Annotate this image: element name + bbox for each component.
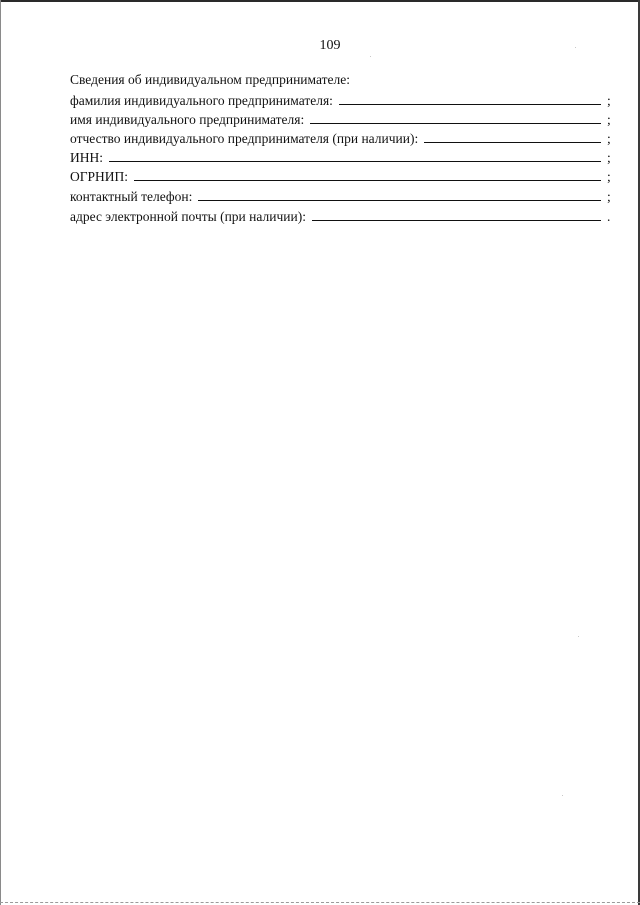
field-patronymic-label: отчество индивидуального предпринимателя (при наличии): bbox=[70, 131, 419, 146]
field-surname bbox=[70, 91, 615, 109]
field-inn-blank[interactable] bbox=[109, 161, 601, 162]
field-email-label: адрес электронной почты (при наличии): bbox=[70, 209, 306, 224]
scan-edge-bottom bbox=[0, 902, 640, 903]
field-email-blank[interactable] bbox=[312, 220, 601, 221]
field-phone-punct: ; bbox=[607, 189, 611, 204]
field-first-name-punct: ; bbox=[607, 112, 611, 127]
field-first-name-blank[interactable] bbox=[310, 123, 601, 124]
section-heading: Сведения об индивидуальном предпринимателе: bbox=[70, 72, 350, 87]
field-patronymic-punct: ; bbox=[607, 131, 611, 146]
field-inn bbox=[70, 148, 615, 166]
scan-speck bbox=[575, 47, 576, 48]
field-ogrnip-blank[interactable] bbox=[134, 180, 601, 181]
field-patronymic-blank[interactable] bbox=[424, 142, 601, 143]
field-phone-label: контактный телефон: bbox=[70, 189, 193, 204]
field-email bbox=[70, 207, 615, 225]
field-surname-punct: ; bbox=[607, 93, 611, 108]
scan-speck bbox=[370, 56, 371, 57]
field-email-punct: . bbox=[607, 209, 611, 224]
field-phone bbox=[70, 187, 615, 205]
field-surname-label: фамилия индивидуального предпринимателя: bbox=[70, 93, 333, 108]
field-patronymic bbox=[70, 129, 615, 147]
field-first-name bbox=[70, 110, 615, 128]
field-inn-label: ИНН: bbox=[70, 150, 103, 165]
field-inn-punct: ; bbox=[607, 150, 611, 165]
scan-speck bbox=[578, 636, 579, 637]
field-surname-blank[interactable] bbox=[339, 104, 601, 105]
scan-edge-top bbox=[0, 0, 640, 2]
field-ogrnip bbox=[70, 167, 615, 185]
scan-speck bbox=[562, 795, 563, 796]
field-ogrnip-punct: ; bbox=[607, 169, 611, 184]
field-phone-blank[interactable] bbox=[198, 200, 601, 201]
scan-edge-left bbox=[0, 0, 1, 905]
page-number: 109 bbox=[319, 38, 341, 53]
field-ogrnip-label: ОГРНИП: bbox=[70, 169, 129, 184]
field-first-name-label: имя индивидуального предпринимателя: bbox=[70, 112, 305, 127]
